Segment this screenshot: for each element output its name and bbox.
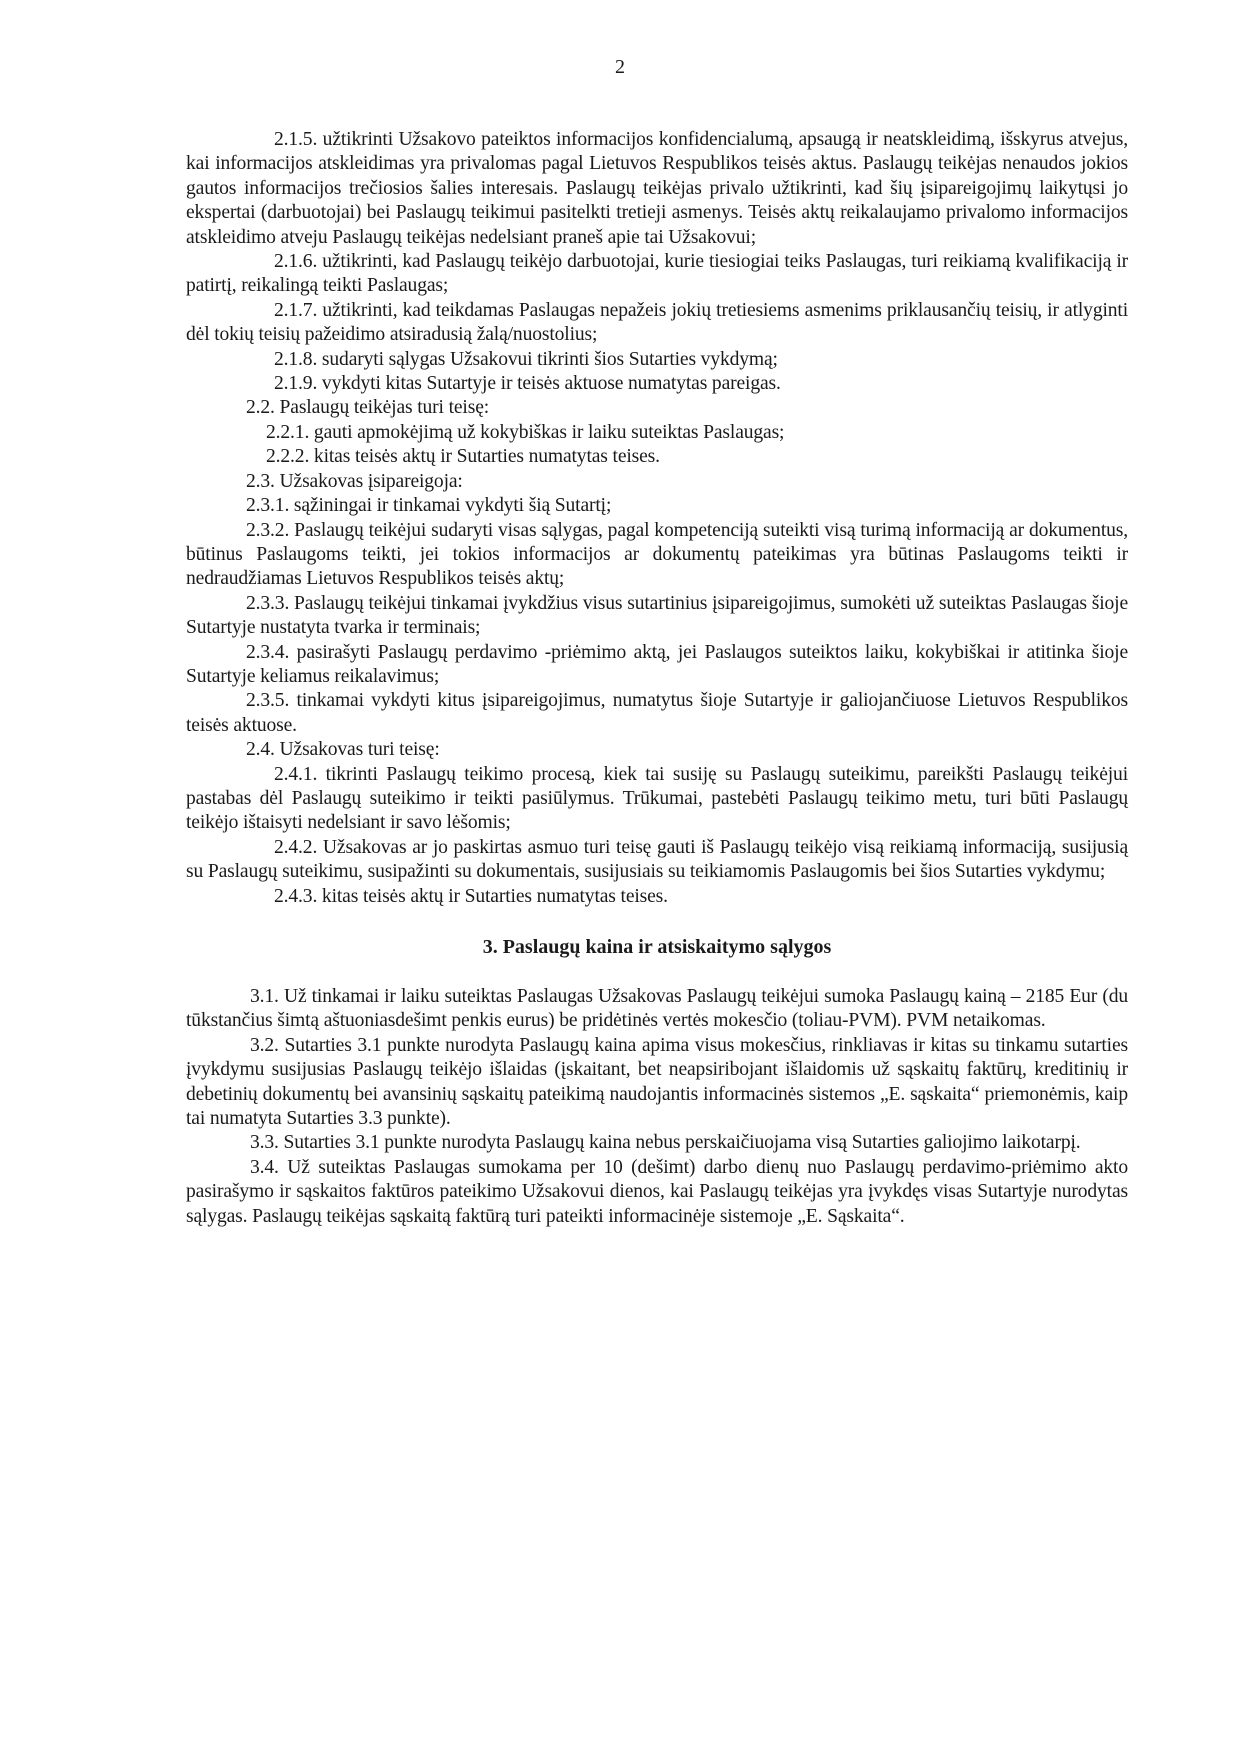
clause-2-2-1: 2.2.1. gauti apmokėjimą už kokybiškas ir laiku suteiktas Paslaugas; [266, 421, 785, 443]
document-body [186, 128, 1128, 1229]
clause-3-4: 3.4. Už suteiktas Paslaugas sumokama per 10 (dešimt) darbo dienų nuo Paslaugų perdavimo-priėmimo akto pasirašymo ir sąskaitos faktūros pateikimo Užsakovui dienos, kai Paslaugų teikėjas yra įvykdęs visas Sutartyje nurodytas sąlygas. Paslaugų teikėjas sąskaitą faktūrą turi pateikti informacinėje sistemoje „E. Sąskaita“. [186, 1156, 1128, 1227]
clause-2-3-1: 2.3.1. sąžiningai ir tinkamai vykdyti šią Sutartį; [246, 495, 612, 517]
clause-2-4-2: 2.4.2. Užsakovas ar jo paskirtas asmuo turi teisę gauti iš Paslaugų teikėjo visą reikiamą informaciją, susijusią su Paslaugų suteikimu, susipažinti su dokumentais, susijusiais su teikiamomis Paslaugomis bei šios Sutarties vykdymu; [186, 836, 1128, 883]
clause-3-1: 3.1. Už tinkamai ir laiku suteiktas Paslaugas Užsakovas Paslaugų teikėjui sumoka Paslaugų kainą – 2185 Eur (du tūkstančius šimtą aštuoniasdešimt penkis eurus) be pridėtinės vertės mokesčio (toliau-PVM). PVM netaikomas. [186, 986, 1128, 1032]
clause-2-1-6: 2.1.6. užtikrinti, kad Paslaugų teikėjo darbuotojai, kurie tiesiogiai teiks Paslaugas, turi reikiamą kvalifikaciją ir patirtį, reikalingą teikti Paslaugas; [186, 251, 1128, 297]
clause-2-2-2: 2.2.2. kitas teisės aktų ir Sutarties numatytas teises. [266, 446, 660, 468]
clause-2-3-2: 2.3.2. Paslaugų teikėjui sudaryti visas sąlygas, pagal kompetenciją suteikti visą turimą informaciją ar dokumentus, būtinus Paslaugoms teikti, jei tokios informacijos ar dokumentų pateikimas yra būtinas Paslaugoms teikti ir nedraudžiamas Lietuvos Respublikos teisės aktų; [186, 519, 1128, 590]
clause-2-3-5: 2.3.5. tinkamai vykdyti kitus įsipareigojimus, numatytus šioje Sutartyje ir galiojančiuose Lietuvos Respublikos teisės aktuose. [186, 690, 1128, 736]
clause-2-4-1: 2.4.1. tikrinti Paslaugų teikimo procesą, kiek tai susiję su Paslaugų suteikimu, pareikšti Paslaugų teikėjui pastabas dėl Paslaugų suteikimo ir teikti pasiūlymus. Trūkumai, pastebėti Paslaugų teikimo metu, turi būti Paslaugų teikėjo ištaisyti nedelsiant ir savo lėšomis; [186, 763, 1128, 834]
clause-2-1-8: 2.1.8. sudaryti sąlygas Užsakovui tikrinti šios Sutarties vykdymą; [274, 348, 778, 370]
clause-2-2: 2.2. Paslaugų teikėjas turi teisę: [246, 397, 490, 419]
clause-2-1-5: 2.1.5. užtikrinti Užsakovo pateiktos informacijos konfidencialumą, apsaugą ir neatskleidimą, išskyrus atvejus, kai informacijos atskleidimas yra privalomas pagal Lietuvos Respublikos teisės aktus. Paslaugų teikėjas nenaudos jokios gautos informacijos trečiosios šalies interesais. Paslaugų teikėjas privalo užtikrinti, kad šių įsipareigojimų laikytųsi jo ekspertai (darbuotojai) bei Paslaugų teikimui pasitelkti tretieji asmenys. Teisės aktų reikalaujamo privalomo informacijos atskleidimo atveju Paslaugų teikėjas nedelsiant praneš apie tai Užsakovui; [186, 129, 1128, 248]
clause-3-2: 3.2. Sutarties 3.1 punkte nurodyta Paslaugų kaina apima visus mokesčius, rinkliavas ir kitas su tinkamu sutarties įvykdymu susijusias Paslaugų teikėjo išlaidas (įskaitant, bet neapsiribojant išlaidomis už sąskaitų faktūrų, kreditinių ir debetinių dokumentų bei avansinių sąskaitų pateikimą naudojantis informacinės sistemos „E. sąskaita“ priemonėmis, kaip tai numatyta Sutarties 3.3 punkte). [186, 1034, 1128, 1130]
clause-2-1-7: 2.1.7. užtikrinti, kad teikdamas Paslaugas nepažeis jokių tretiesiems asmenims priklausančių teisių, ir atlyginti dėl tokių teisių pažeidimo atsiradusią žalą/nuostolius; [186, 299, 1128, 346]
clause-2-4-3: 2.4.3. kitas teisės aktų ir Sutarties numatytas teises. [274, 885, 668, 907]
clause-2-3-3: 2.3.3. Paslaugų teikėjui tinkamai įvykdžius visus sutartinius įsipareigojimus, sumokėti už suteiktas Paslaugas šioje Sutartyje nustatyta tvarka ir terminais; [186, 592, 1128, 639]
clause-2-4: 2.4. Užsakovas turi teisę: [246, 739, 440, 761]
clause-3-3: 3.3. Sutarties 3.1 punkte nurodyta Paslaugų kaina nebus perskaičiuojama visą Sutarties galiojimo laikotarpį. [250, 1132, 1081, 1154]
page-number: 2 [615, 56, 625, 78]
section-3-heading: 3. Paslaugų kaina ir atsiskaitymo sąlygos [482, 936, 832, 958]
clause-2-3: 2.3. Užsakovas įsipareigoja: [246, 470, 463, 492]
clause-2-3-4: 2.3.4. pasirašyti Paslaugų perdavimo -priėmimo aktą, jei Paslaugos suteiktos laiku, kokybiškai ir atitinka šioje Sutartyje keliamus reikalavimus; [186, 641, 1128, 687]
clause-2-1-9: 2.1.9. vykdyti kitas Sutartyje ir teisės aktuose numatytas pareigas. [274, 373, 781, 395]
